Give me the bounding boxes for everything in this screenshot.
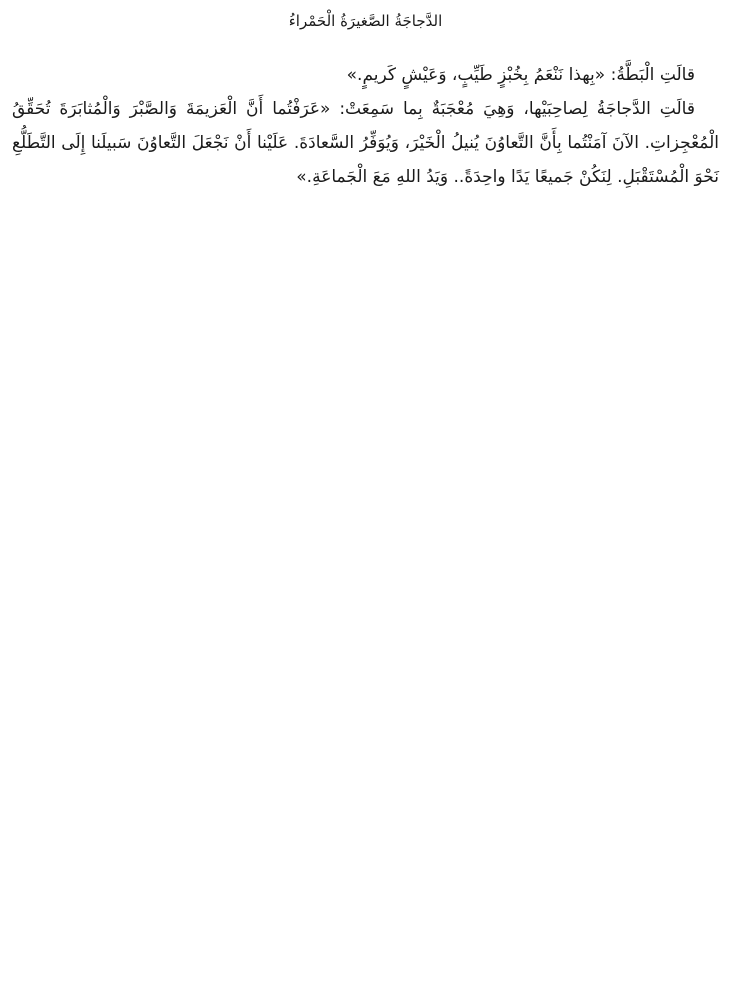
- paragraph-duck-quote: قالَتِ الْبَطَّةُ: «بِهذا نَنْعَمُ بِخُبْزٍ طَيِّبٍ، وَعَيْشٍ كَريمٍ.»: [346, 65, 695, 85]
- document-title: الدَّجاجَةُ الصَّغيرَةُ الْحَمْراءُ: [288, 12, 443, 30]
- paragraph-hen-reply: قالَتِ الدَّجاجَةُ لِصاحِبَيْها، وَهِيَ مُعْجَبَةٌ بِما سَمِعَتْ: «عَرَفْتُما أَنَّ الْعَزيمَةَ وَالصَّبْرَ وَالْمُثابَرَةَ تُحَقِّقُ الْمُعْجِزاتِ. الآنَ آمَنْتُما بِأَنَّ التَّعاوُنَ يُنيلُ الْخَيْرَ، وَيُوَفِّرُ السَّعادَةَ. عَلَيْنا أَنْ نَجْعَلَ التَّعاوُنَ سَبيلَنا إِلَى التَّطَلُّعِ نَحْوَ الْمُسْتَقْبَلِ. لِنَكُنْ جَميعًا يَدًا واحِدَةً.. وَيَدُ اللهِ مَعَ الْجَماعَةِ.»: [12, 99, 719, 187]
